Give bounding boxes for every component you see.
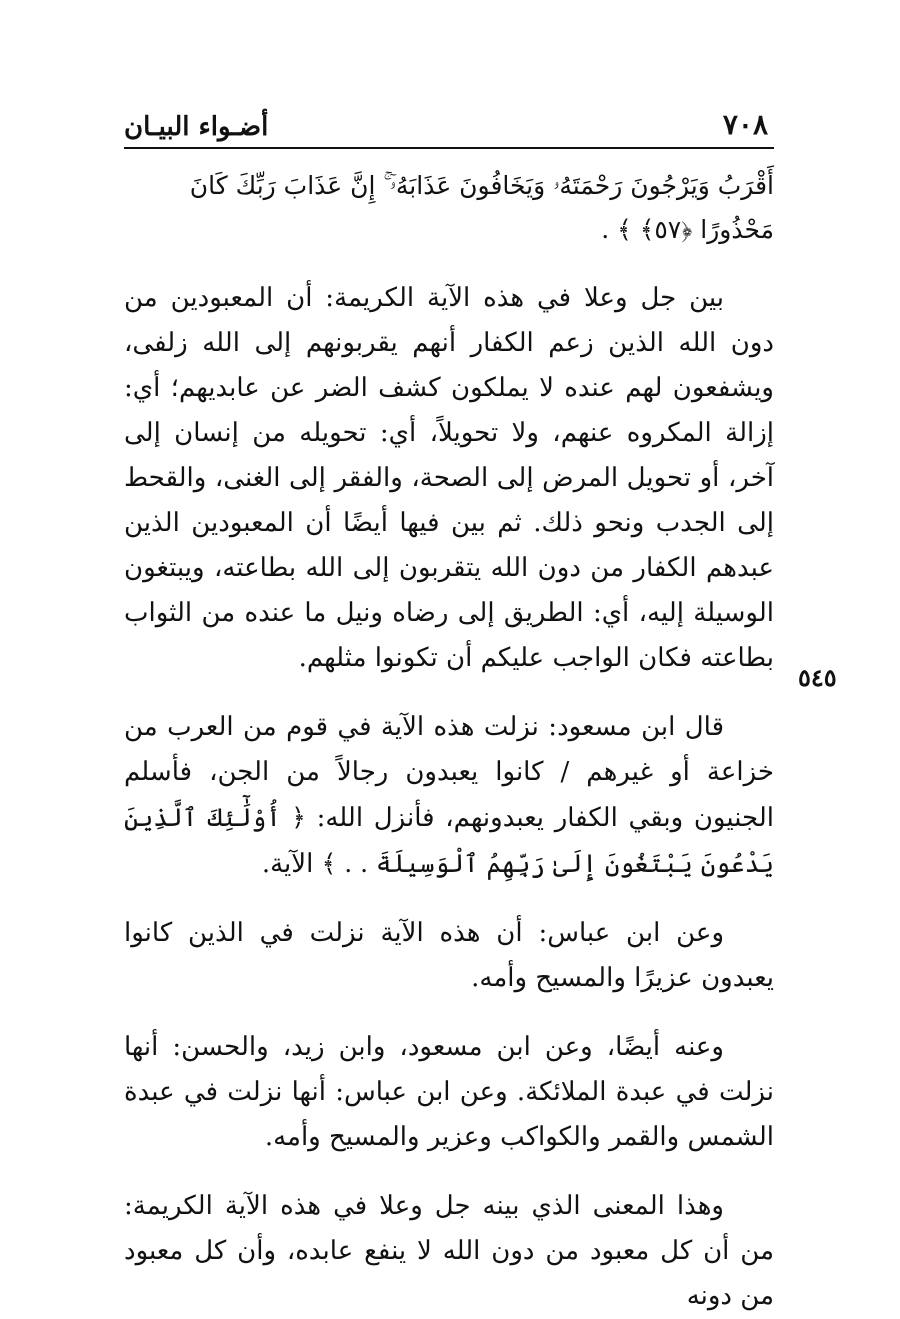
paragraph-3: وعن ابن عباس: أن هذه الآية نزلت في الذين كانوا يعبدون عزيرًا والمسيح وأمه.: [124, 918, 774, 993]
paragraph-4: وعنه أيضًا، وعن ابن مسعود، وابن زيد، والحسن: أنها نزلت في عبدة الملائكة. وعن ابن عباس: أنها نزلت في عبدة الشمس والقمر والكواكب وعزير والمسيح وأمه.: [124, 1032, 774, 1152]
paragraph-2: [124, 705, 774, 887]
running-title: أضـواء البيـان: [124, 112, 269, 142]
margin-page-reference: ٥٤٥: [798, 663, 837, 692]
verse-fragment: أَقْرَبُ وَيَرْجُونَ رَحْمَتَهُۥ وَيَخَافُونَ عَذَابَهُۥٓ ۚ إِنَّ عَذَابَ رَبِّكَ كَانَ مَحْذُورًا ﴿٥٧﴾ ﴾ .: [189, 171, 774, 244]
body-text: [124, 158, 774, 1319]
paragraph-2-tail: الآية.: [261, 849, 322, 879]
quran-quote: ﴿ أُوْلَٰٓئِكَ ٱلَّذِينَ يَدْعُونَ يَبْتَغُونَ إِلَىٰ رَبِّهِمُ ٱلْوَسِيلَةَ . . ﴾: [124, 803, 774, 878]
paragraph-5: وهذا المعنى الذي بينه جل وعلا في هذه الآية الكريمة: من أن كل معبود من دون الله لا ينفع عابده، وأن كل معبود من دونه: [124, 1191, 774, 1311]
paragraph-2-text: قال ابن مسعود: نزلت هذه الآية في قوم من العرب من خزاعة أو غيرهم / كانوا يعبدون رجالاً من الجن، فأسلم الجنيون وبقي الكفار يعبدونهم، فأنزل الله:: [124, 712, 774, 833]
header-rule: [124, 147, 774, 149]
page-number: ٧٠٨: [722, 108, 768, 141]
page-header: [124, 108, 774, 148]
paragraph-1: بين جل وعلا في هذه الآية الكريمة: أن المعبودين من دون الله الذين زعم الكفار أنهم يقربونهم إلى الله زلفى، ويشفعون لهم عنده لا يملكون كشف الضر عن عابديهم؛ أي: إزالة المكروه عنهم، ولا تحويلاً، أي: تحويله من إنسان إلى آخر، أو تحويل المرض إلى الصحة، والفقر إلى الغنى، والقحط إلى الجدب ونحو ذلك. ثم بين فيها أيضًا أن المعبودين الذين عبدهم الكفار من دون الله يتقربون إلى الله بطاعته، ويبتغون الوسيلة إليه، أي: الطريق إلى رضاه ونيل ما عنده من الثواب بطاعته فكان الواجب عليكم أن تكونوا مثلهم.: [124, 283, 775, 673]
